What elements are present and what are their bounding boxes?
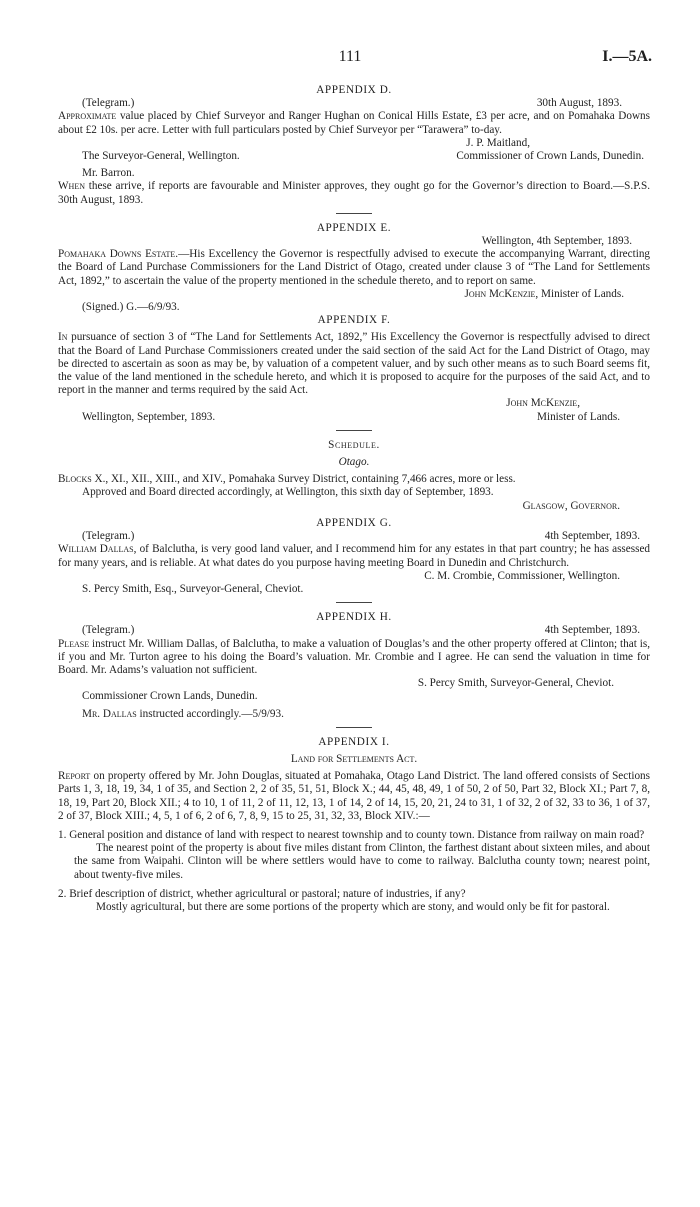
appendix-g-addressee: S. Percy Smith, Esq., Surveyor-General, Cheviot.	[82, 582, 304, 595]
appendix-d-addressee-line	[58, 150, 650, 163]
appendix-d-signature: J. P. Maitland,	[466, 136, 530, 149]
appendix-h-body	[58, 638, 650, 678]
lead-word: Pomahaka Downs Estate.	[58, 248, 179, 261]
lead-word: Mr. Dallas	[82, 707, 137, 720]
body-text: pursuance of section 3 of “The Land for Settlements Act, 1892,” His Excellency the Governor is respectfully advised to direct that the Board of Land Purchase Commissioners created under the said section of the said Act for the Land District of Otago, may be directed to ascertain as soon as may be, by valuation of a competent valuer, and by such other means as to such Board seems fit, the value of the land mentioned in the schedule hereto, and which it is proposed to acquire for the purposes of the said Act, and to report in the manner and terms required by the said Act.	[58, 331, 651, 397]
answer-1: The nearest point of the property is about five miles distant from Clinton, the farthest distant about sixteen miles, and about the same from Waipahi. Clinton will be where settlers would have to come to railway. Balclutha county town; nearest point, about twenty-five miles.	[74, 842, 650, 881]
appendix-d-heading: APPENDIX D.	[316, 84, 392, 96]
appendix-i-heading: APPENDIX I.	[318, 735, 390, 748]
lead-word: Report	[58, 770, 91, 783]
question-2: 2. Brief description of district, whether agricultural or pastoral; nature of industries, if any?	[58, 887, 466, 900]
telegram-label: (Telegram.)	[82, 530, 135, 543]
question-1: 1. General position and distance of land with respect to nearest township and to county town. Distance from railway on main road?	[58, 828, 645, 841]
body-text: X., XI., XII., XIII., and XIV., Pomahaka Survey District, containing 7,466 acres, more or less.	[94, 473, 516, 486]
appendix-f-signature: John McKenzie,	[506, 397, 580, 410]
appendix-h-telegram-line	[58, 624, 650, 637]
place-date: Wellington, September, 1893.	[82, 410, 216, 423]
schedule-signature: Glasgow, Governor.	[522, 499, 620, 512]
schedule-region: Otago.	[338, 456, 370, 469]
body-text: on property offered by Mr. John Douglas, situated at Pomahaka, Otago Land District. The land offered consists of Sections Parts 1, 3, 18, 19, 34, 1 of 35, and Section 2, 2 of 35, 51, 51, Block X.; 44, 45, 48, 49, 1 of 50, 2 of 50, Part 32, Block XI.; Part 7, 8, 18, 19, Part 20, Block XII.; 4 to 10, 1 of 11, 2 of 11, 12, 13, 1 of 14, 2 of 14, 15, 20, 21, 24 to 31, 1 of 32, 2 of 32, 33 to 36, 1 of 37, 2 of 37, Block XIII.; 4, 5, 1 of 6, 2 of 6, 7, 8, 9, 15 to 25, 31, 32, 33, Block XIV.:—	[58, 770, 650, 822]
addressee: The Surveyor-General, Wellington.	[82, 150, 240, 163]
body-text: instruct Mr. William Dallas, of Balclutha, to make a valuation of Douglas’s and the other property offered at Clinton; that is, if you and Mr. Turton agree to his doing the Board’s valuation. Mr. Crombie and I agree. He can send the valuation in time for Board. Mr. Adams’s valuation not sufficient.	[58, 637, 650, 676]
appendix-d-body	[58, 110, 650, 136]
body-text: value placed by Chief Surveyor and Ranger Hughan on Conical Hills Estate, £3 per acre, and on Pomahaka Downs about £2 10s. per acre. Letter with full particulars posted by Chief Surveyor per “Tarawera” to-day.	[58, 110, 651, 136]
appendix-d-telegram-line	[58, 97, 650, 110]
appendix-e-body	[58, 248, 650, 288]
appendix-d-mr: Mr. Barron.	[82, 167, 135, 180]
divider	[336, 602, 372, 603]
appendix-f-heading: APPENDIX F.	[317, 314, 391, 327]
signature-title: Minister of Lands.	[541, 287, 624, 300]
lead-word: Approximate	[58, 110, 117, 123]
appendix-e-heading: APPENDIX E.	[316, 221, 392, 234]
telegram-label: (Telegram.)	[82, 97, 135, 110]
appendix-i-subheading: Land for Settlements Act.	[290, 752, 418, 765]
telegram-date: 30th August, 1893.	[536, 97, 622, 110]
signature-name: John McKenzie,	[464, 287, 539, 300]
lead-word: When	[58, 180, 86, 193]
divider	[336, 727, 372, 728]
body-text: —His Excellency the Governor is respectfully advised to execute the accompanying Warrant, directing the Board of Land Purchase Commissioners for the Land District of Otago, created under clause 3 of “The Land for Settlements Act, 1892,” to ascertain the value of the property mentioned in the schedule thereto, and to report on same.	[58, 248, 651, 287]
appendix-h-signature: S. Percy Smith, Surveyor-General, Cheviot.	[417, 677, 614, 690]
page-content	[58, 84, 650, 914]
telegram-label: (Telegram.)	[82, 624, 135, 637]
appendix-d-minute	[58, 180, 650, 206]
schedule-heading: Schedule.	[328, 438, 380, 451]
body-text: these arrive, if reports are favourable and Minister approves, they ought go for the Governor’s direction to Board.—S.P.S. 30th August, 1893.	[58, 180, 650, 206]
appendix-f-place-line	[58, 411, 650, 424]
appendix-g-signature: C. M. Crombie, Commissioner, Wellington.	[424, 569, 620, 582]
signature-title: Commissioner of Crown Lands, Dunedin.	[456, 150, 644, 163]
appendix-e-signature	[58, 288, 650, 301]
schedule-body	[58, 473, 650, 486]
appendix-e-signed: (Signed.) G.—6/9/93.	[82, 301, 180, 314]
appendix-h-minute	[58, 708, 650, 721]
lead-word: Please	[58, 637, 90, 650]
divider	[336, 430, 372, 431]
appendix-f-body	[58, 331, 650, 397]
appendix-i-report	[58, 770, 650, 823]
appendix-h-heading: APPENDIX H.	[316, 611, 392, 624]
telegram-date: 4th September, 1893.	[544, 624, 640, 637]
appendix-g-body	[58, 543, 650, 569]
answer-2: Mostly agricultural, but there are some portions of the property which are stony, and would only be fit for pastoral.	[96, 900, 610, 913]
appendix-h-addressee: Commissioner Crown Lands, Dunedin.	[82, 690, 258, 703]
appendix-g-heading: APPENDIX G.	[316, 516, 392, 529]
lead-word: William Dallas,	[58, 543, 137, 556]
body-text: instructed accordingly.—5/9/93.	[139, 707, 284, 720]
telegram-date: 4th September, 1893.	[544, 530, 640, 543]
body-text: of Balclutha, is very good land valuer, and I recommend him for any estates in that part country; he has assessed for many years, and is reliable. At what dates do you purpose having meeting Board in Dunedin and Christchurch.	[58, 543, 651, 569]
page-number: 111	[338, 48, 362, 65]
schedule-approval: Approved and Board directed accordingly, at Wellington, this sixth day of September, 1893.	[82, 486, 494, 499]
lead-word: Blocks	[58, 473, 92, 486]
signature-title: Minister of Lands.	[537, 410, 620, 423]
appendix-e-place-date: Wellington, 4th September, 1893.	[481, 235, 632, 248]
lead-word: In	[58, 331, 68, 344]
document-reference: I.—5A.	[602, 48, 652, 65]
divider	[336, 213, 372, 214]
appendix-g-telegram-line	[58, 530, 650, 543]
